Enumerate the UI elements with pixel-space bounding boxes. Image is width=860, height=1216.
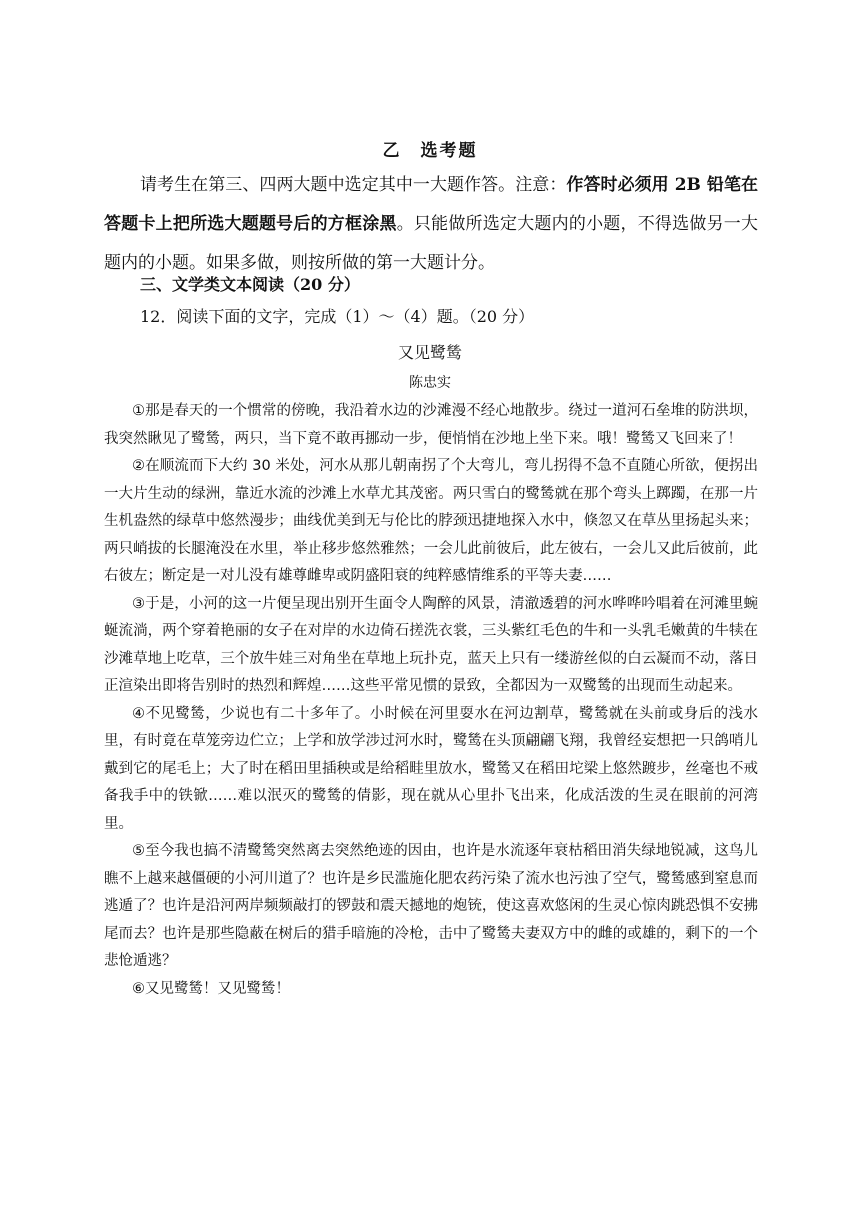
instructions-notice [104,166,758,283]
question-12-prompt: 12．阅读下面的文字，完成（1）～（4）题。（20 分） [140,307,535,326]
notice-text-2: 。只能做所选定大题内的小题，不得选做另一大题内的小题。如果多做，则按所做的第一大题计分。 [104,214,759,273]
paragraph-6: ⑥又见鹭鸶！又见鹭鸶！ [132,980,290,997]
section-title: 乙 选考题 [382,141,478,161]
article-body [104,398,758,1003]
paragraph-5: ⑤至今我也搞不清鹭鸶突然离去突然绝迹的因由，也许是水流逐年衰枯稻田消失绿地锐减，这鸟儿瞧不上越来越僵硬的小河川道了？也许是乡民滥施化肥农药污染了流水也污浊了空气，鹭鸶感到窒息而逃遁了？也许是沿河两岸频频敲打的锣鼓和震天撼地的炮铳，使这喜欢悠闲的生灵心惊肉跳恐惧不安拂尾而去？也许是那些隐蔽在树后的猎手暗施的冷枪，击中了鹭鸶夫妻双方中的雌的或雄的，剩下的一个悲怆遁逃？ [104,843,758,969]
paragraph-3: ③于是，小河的这一片便呈现出别开生面令人陶醉的风景，清澈透碧的河水哗哗吟唱着在河滩里蜿蜒流淌，两个穿着艳丽的女子在对岸的水边倚石搓洗衣裳，三头紫红毛色的牛和一头乳毛嫩黄的牛犊在沙滩草地上吃草，三个放牛娃三对角坐在草地上玩扑克，蓝天上只有一缕游丝似的白云凝而不动，落日正渲染出即将告别时的热烈和辉煌……这些平常见惯的景致，全都因为一双鹭鸶的出现而生动起来。 [104,595,758,694]
paragraph-2: ②在顺流而下大约 30 米处，河水从那儿朝南拐了个大弯儿，弯儿拐得不急不直随心所欲，便拐出一大片生动的绿洲，靠近水流的沙滩上水草尤其茂密。两只雪白的鹭鸶就在那个弯头上踯躅，在那一片生机盎然的绿草中悠然漫步；曲线优美到无与伦比的脖颈迅捷地探入水中，倏忽又在草丛里扬起头来；两只峭拔的长腿淹没在水里，举止移步悠然雅然；一会儿此前彼后，此左彼右，一会儿又此后彼前，此右彼左；断定是一对儿没有雄尊雌卑或阴盛阳衰的纯粹感情维系的平等夫妻…… [104,458,758,584]
paragraph-1: ①那是春天的一个惯常的傍晚，我沿着水边的沙滩漫不经心地散步。绕过一道河石垒堆的防洪坝，我突然瞅见了鹭鸶，两只，当下竟不敢再挪动一步，便悄悄在沙地上坐下来。哦！鹭鸶又飞回来了！ [104,403,758,447]
notice-text-1: 请考生在第三、四两大题中选定其中一大题作答。注意： [140,175,567,195]
notice-bold-text: 作答时必须用 2B 铅笔在答题卡上把所选大题题号后的方框涂黑 [104,175,758,234]
paragraph-4: ④不见鹭鸶，少说也有二十多年了。小时候在河里耍水在河边割草，鹭鸶就在头前或身后的浅水里，有时竟在草笼旁边伫立；上学和放学涉过河水时，鹭鸶在头顶翩翩飞翔，我曾经妄想把一只鸽哨儿戴到它的尾毛上；大了时在稻田里插秧或是给稻畦里放水，鹭鸶又在稻田坨梁上悠然踱步，丝毫也不戒备我手中的铁锨……难以泯灭的鹭鸶的倩影，现在就从心里扑飞出来，化成活泼的生灵在眼前的河湾里。 [104,705,758,832]
part3-heading: 三、文学类文本阅读（20 分） [140,275,360,294]
article-title: 又见鹭鸶 [397,343,462,362]
article-author: 陈忠实 [409,375,451,391]
